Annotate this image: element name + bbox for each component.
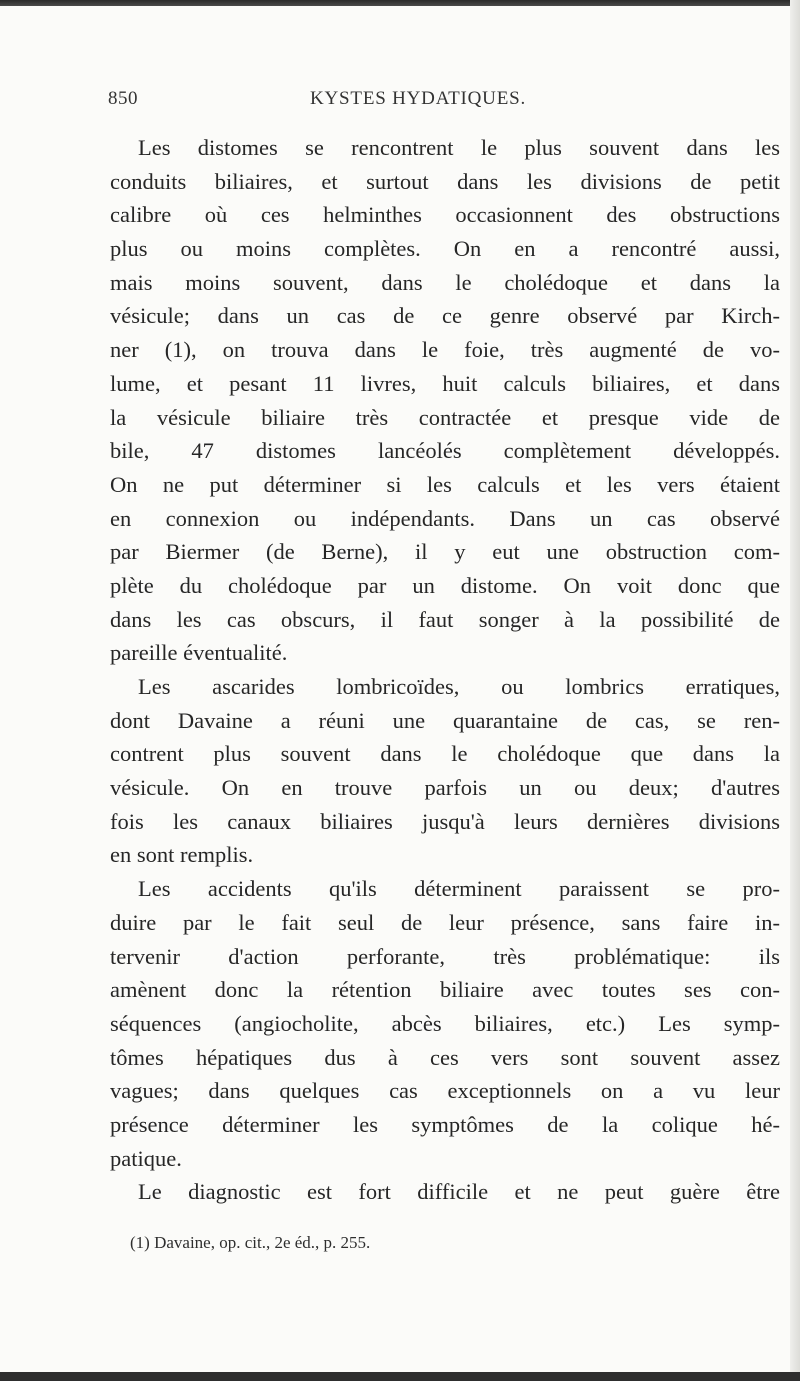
text-line: patique. [110,1145,182,1171]
top-edge-shadow [0,0,800,6]
text-line: séquences (angiocholite, abcès biliaires, etc.) Les symp- [110,1010,780,1036]
text-line: ner (1), on trouva dans le foie, très augmenté de vo- [110,337,780,363]
text-line: bile, 47 distomes lancéolés complètement développés. [110,438,780,464]
text-line: calibre où ces helminthes occasionnent des obstructions [110,202,780,228]
text-line: On ne put déterminer si les calculs et les vers étaient [110,471,780,497]
running-title: KYSTES HYDATIQUES. [310,88,527,109]
text-line: en connexion ou indépendants. Dans un cas observé [110,505,780,531]
text-line: Les distomes se rencontrent le plus souvent dans les [138,135,780,160]
text-line: la vésicule biliaire très contractée et presque vide de [110,404,780,430]
text-line: contrent plus souvent dans le cholédoque que dans la [110,741,780,767]
text-line: Les ascarides lombricoïdes, ou lombrics erratiques, [138,674,780,699]
text-line: Le diagnostic est fort difficile et ne peut guère être [138,1179,780,1205]
text-line: vésicule. On en trouve parfois un ou deux; d'autres [110,775,780,801]
bottom-edge-shadow [0,1372,800,1381]
text-line: tervenir d'action perforante, très problématique: ils [110,943,780,969]
text-line: dont Davaine a réuni une quarantaine de cas, se ren- [110,707,780,733]
text-line: pareille éventualité. [110,640,288,666]
text-line: mais moins souvent, dans le cholédoque et dans la [110,269,780,295]
text-line: vagues; dans quelques cas exceptionnels on a vu leur [110,1078,780,1104]
text-line: tômes hépatiques dus à ces vers sont souvent assez [110,1044,780,1070]
text-line: plète du cholédoque par un distome. On voit donc que [110,572,780,598]
text-line: Les accidents qu'ils déterminent paraissent se pro- [138,876,780,902]
text-line: lume, et pesant 11 livres, huit calculs biliaires, et dans [110,370,780,396]
footnote: (1) Davaine, op. cit., 2e éd., p. 255. [130,1233,371,1252]
text-line: plus ou moins complètes. On en a rencontré aussi, [110,236,780,262]
text-line: amènent donc la rétention biliaire avec toutes ses con- [110,977,780,1003]
page-number: 850 [108,88,138,109]
text-line: fois les canaux biliaires jusqu'à leurs dernières divisions [110,808,780,834]
text-line: dans les cas obscurs, il faut songer à la possibilité de [110,606,780,632]
text-line: par Biermer (de Berne), il y eut une obstruction com- [110,539,780,565]
text-line: vésicule; dans un cas de ce genre observé par Kirch- [110,303,780,329]
page-edge [790,0,800,1381]
text-line: présence déterminer les symptômes de la colique hé- [110,1111,780,1137]
text-line: conduits biliaires, et surtout dans les divisions de petit [110,168,780,194]
text-line: duire par le fait seul de leur présence, sans faire in- [110,909,780,935]
body-text [110,131,780,1209]
page-header [108,88,758,112]
text-line: en sont remplis. [110,842,254,868]
